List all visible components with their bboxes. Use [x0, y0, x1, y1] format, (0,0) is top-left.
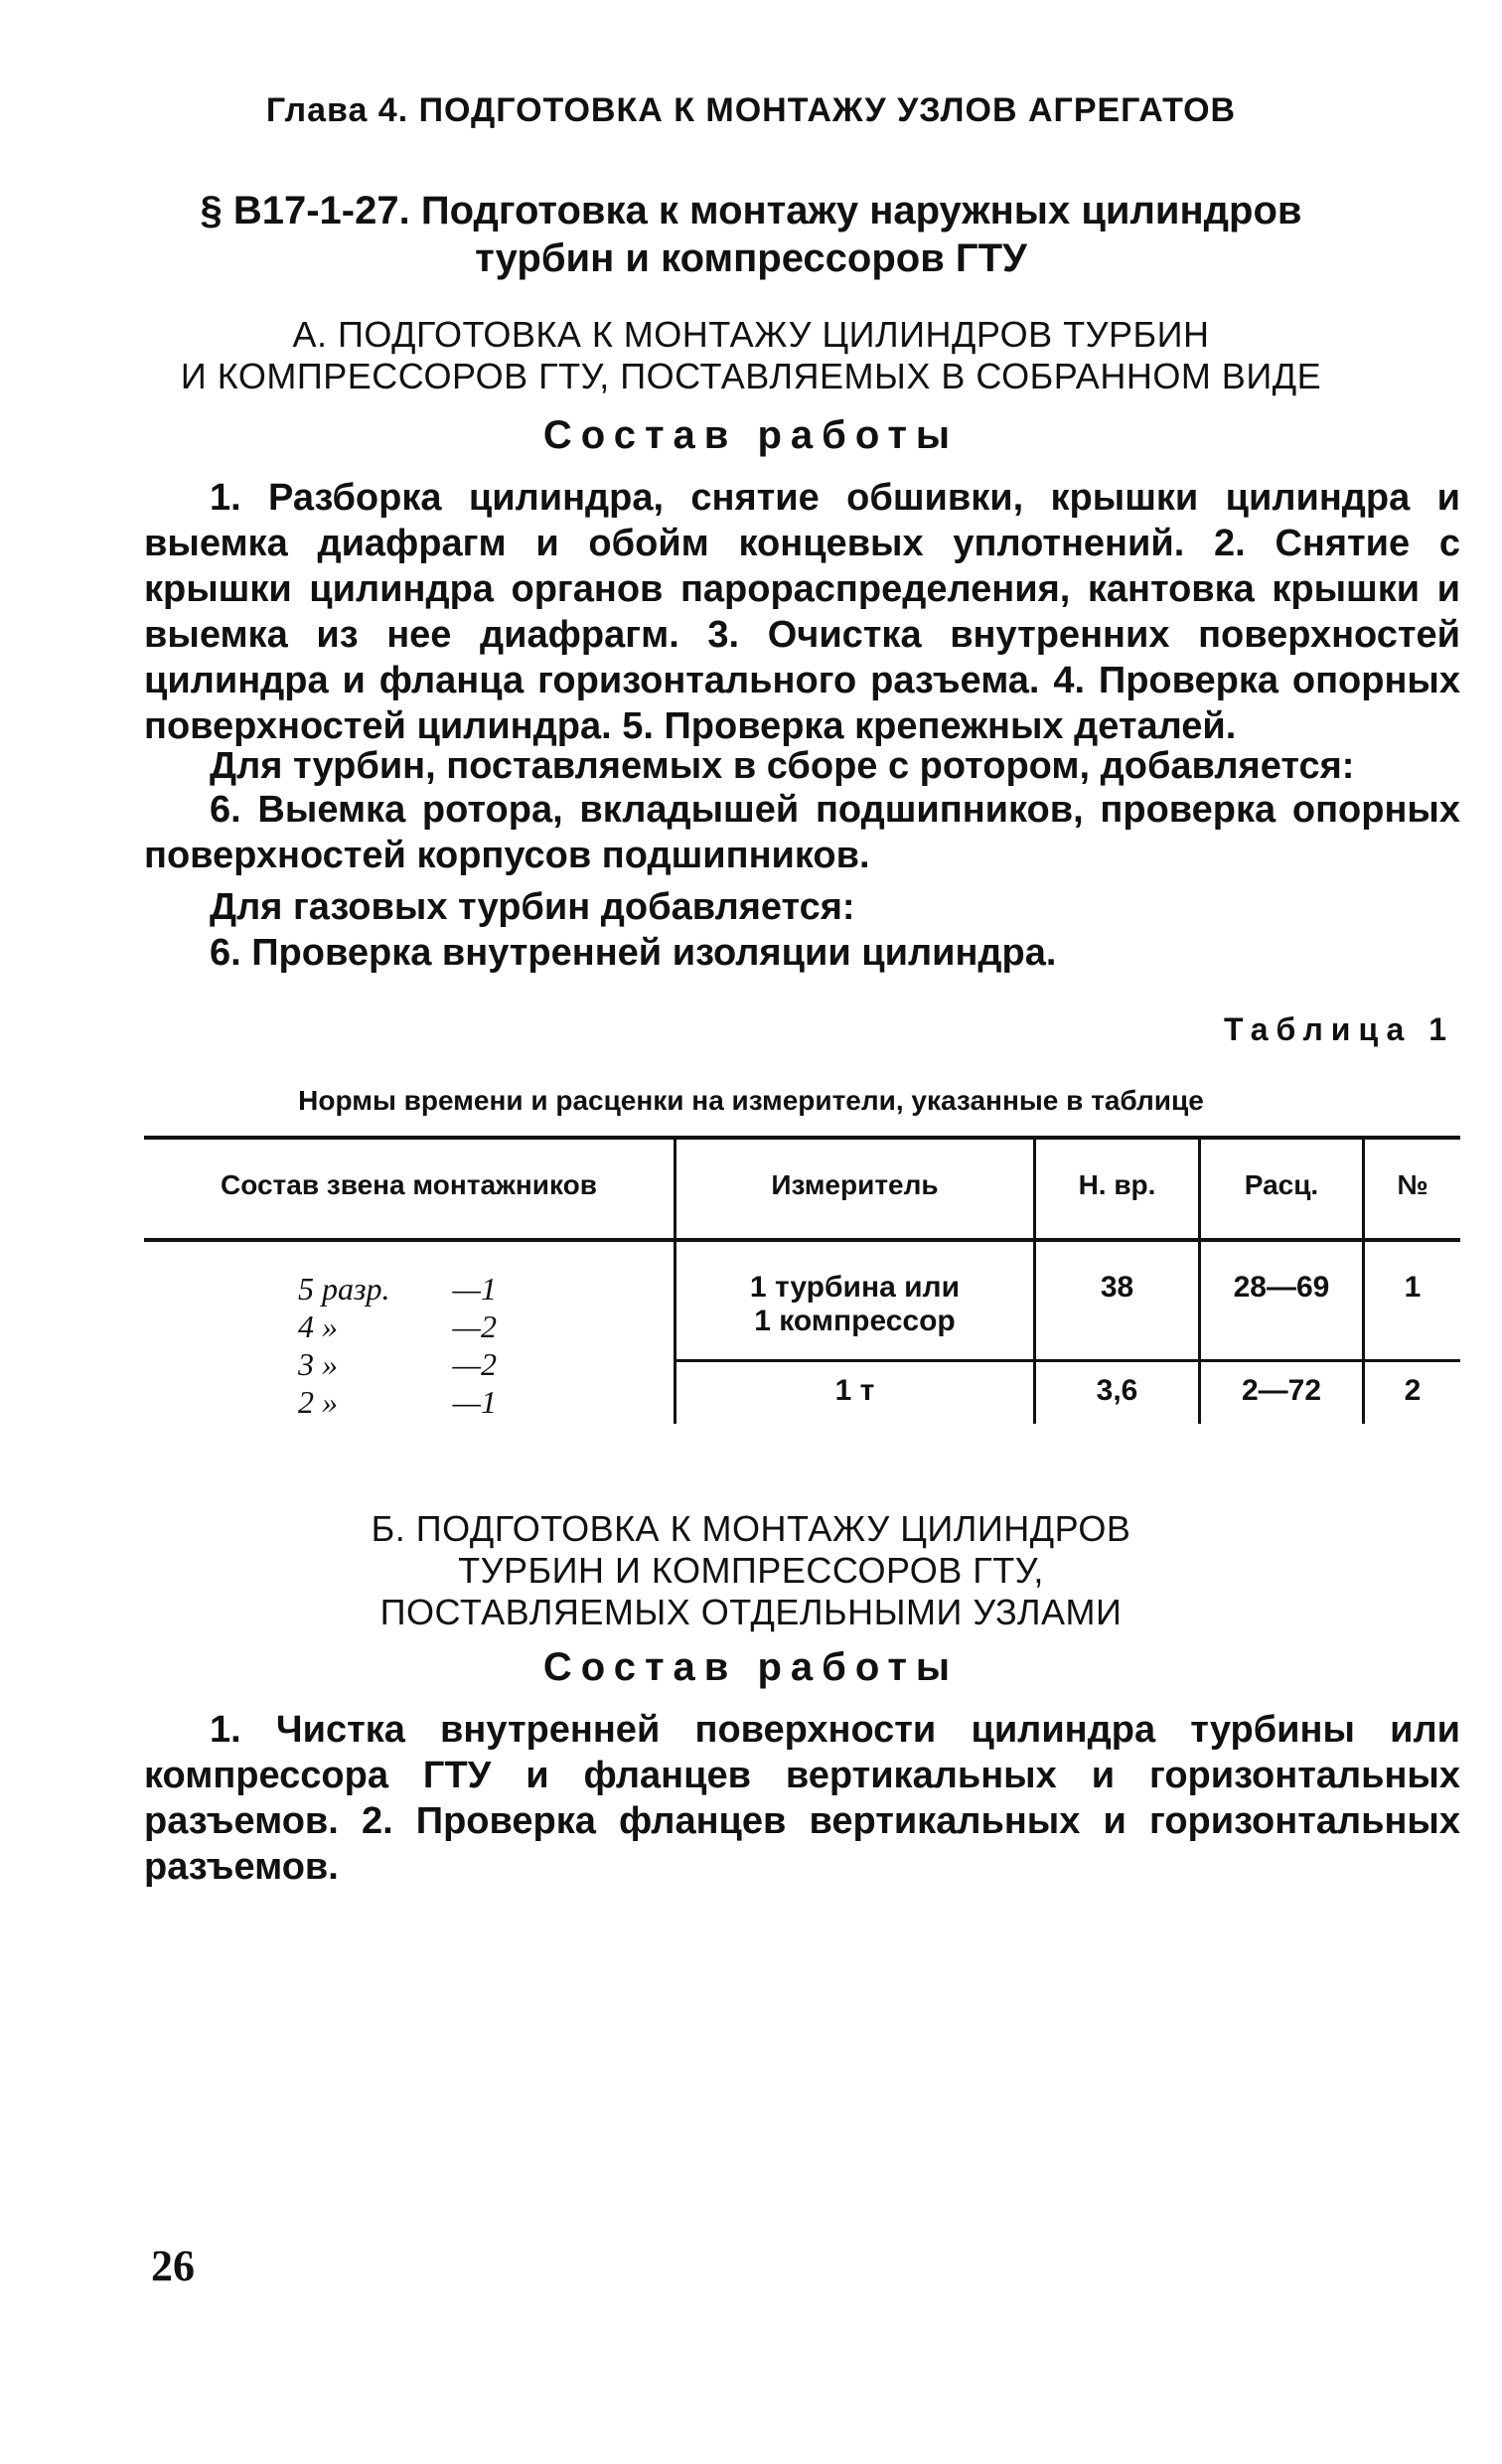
- table-caption: Нормы времени и расценки на измерители, указанные в таблице: [298, 1085, 1204, 1116]
- row-1-rate: 28—69: [1233, 1271, 1330, 1304]
- header-number: №: [1397, 1169, 1428, 1200]
- table-top-rule: [144, 1136, 1460, 1140]
- part-b-work-heading: Состав работы: [542, 1645, 960, 1689]
- part-b-heading-line1: Б. ПОДГОТОВКА К МОНТАЖУ ЦИЛИНДРОВ: [371, 1508, 1131, 1549]
- crew-row: 5 разр. —1: [298, 1271, 497, 1307]
- part-b-work-paragraph: 1. Чистка внутренней поверхности цилиндра турбины или компрессора ГТУ и фланцев вертикальных и горизонтальных разъемов. 2. Проверка фланцев вертикальных и горизонтальных разъемов.: [144, 1709, 1460, 1888]
- crew-row: 3 » —2: [298, 1346, 497, 1382]
- crew-row: 4 » —2: [298, 1309, 497, 1344]
- header-norm: Н. вр.: [1078, 1169, 1156, 1200]
- gas-turbine-intro: Для газовых турбин добавляется:: [210, 886, 855, 928]
- section-title-line1: § В17-1-27. Подготовка к монтажу наружных цилиндров: [200, 189, 1302, 232]
- row-1-number: 1: [1404, 1271, 1422, 1304]
- turbine-rotor-item: 6. Выемка ротора, вкладышей подшипников, проверка опорных поверхностей корпусов подшипников.: [144, 789, 1460, 876]
- section-title-line2: турбин и компрессоров ГТУ: [475, 236, 1027, 280]
- table-header-rule: [144, 1238, 1460, 1242]
- part-b-heading-line3: ПОСТАВЛЯЕМЫХ ОТДЕЛЬНЫМИ УЗЛАМИ: [379, 1592, 1123, 1632]
- row-1-measure-line2: 1 компрессор: [754, 1305, 956, 1337]
- row-1-measure-line1: 1 турбина или: [749, 1271, 961, 1304]
- header-rate: Расц.: [1244, 1169, 1319, 1200]
- part-a-heading-line2: И КОМПРЕССОРОВ ГТУ, ПОСТАВЛЯЕМЫХ В СОБРАННОМ ВИДЕ: [180, 356, 1322, 396]
- header-measure: Измеритель: [771, 1169, 939, 1200]
- part-a-work-heading: Состав работы: [542, 413, 960, 457]
- table-label: Таблица 1: [1223, 1011, 1454, 1047]
- crew-row: 2 » —1: [298, 1384, 497, 1420]
- part-b-heading: [149, 1508, 1353, 1633]
- row-2-norm: 3,6: [1096, 1374, 1138, 1407]
- row-2-measure: 1 т: [834, 1374, 875, 1407]
- table-row-1-measure: [676, 1271, 1033, 1338]
- header-crew: Состав звена монтажников: [221, 1169, 597, 1200]
- turbine-rotor-intro: Для турбин, поставляемых в сборе с ротором, добавляется:: [210, 745, 1355, 787]
- row-2-number: 2: [1404, 1374, 1422, 1407]
- section-title: [149, 187, 1353, 282]
- row-1-norm: 38: [1100, 1271, 1134, 1304]
- gas-turbine-item: 6. Проверка внутренней изоляции цилиндра.: [210, 932, 1057, 974]
- page-number: 26: [151, 2241, 195, 2290]
- table-row-divider: [674, 1359, 1460, 1362]
- crew-composition: [298, 1270, 517, 1421]
- part-a-heading: [149, 314, 1353, 397]
- part-a-heading-line1: А. ПОДГОТОВКА К МОНТАЖУ ЦИЛИНДРОВ ТУРБИН: [292, 314, 1210, 355]
- part-a-work-paragraph: 1. Разборка цилиндра, снятие обшивки, крышки цилиндра и выемка диафрагм и обойм концевых уплотнений. 2. Снятие с крышки цилиндра органов парораспределения, кантовка крышки и выемка из нее диафрагм. 3. Очистка внутренних поверхностей цилиндра и фланца горизонтального разъема. 4. Проверка опорных поверхностей цилиндра. 5. Проверка крепежных деталей.: [144, 477, 1460, 747]
- row-2-rate: 2—72: [1241, 1374, 1322, 1407]
- part-b-heading-line2: ТУРБИН И КОМПРЕССОРОВ ГТУ,: [458, 1550, 1044, 1591]
- chapter-header: Глава 4. ПОДГОТОВКА К МОНТАЖУ УЗЛОВ АГРЕГАТОВ: [265, 91, 1237, 129]
